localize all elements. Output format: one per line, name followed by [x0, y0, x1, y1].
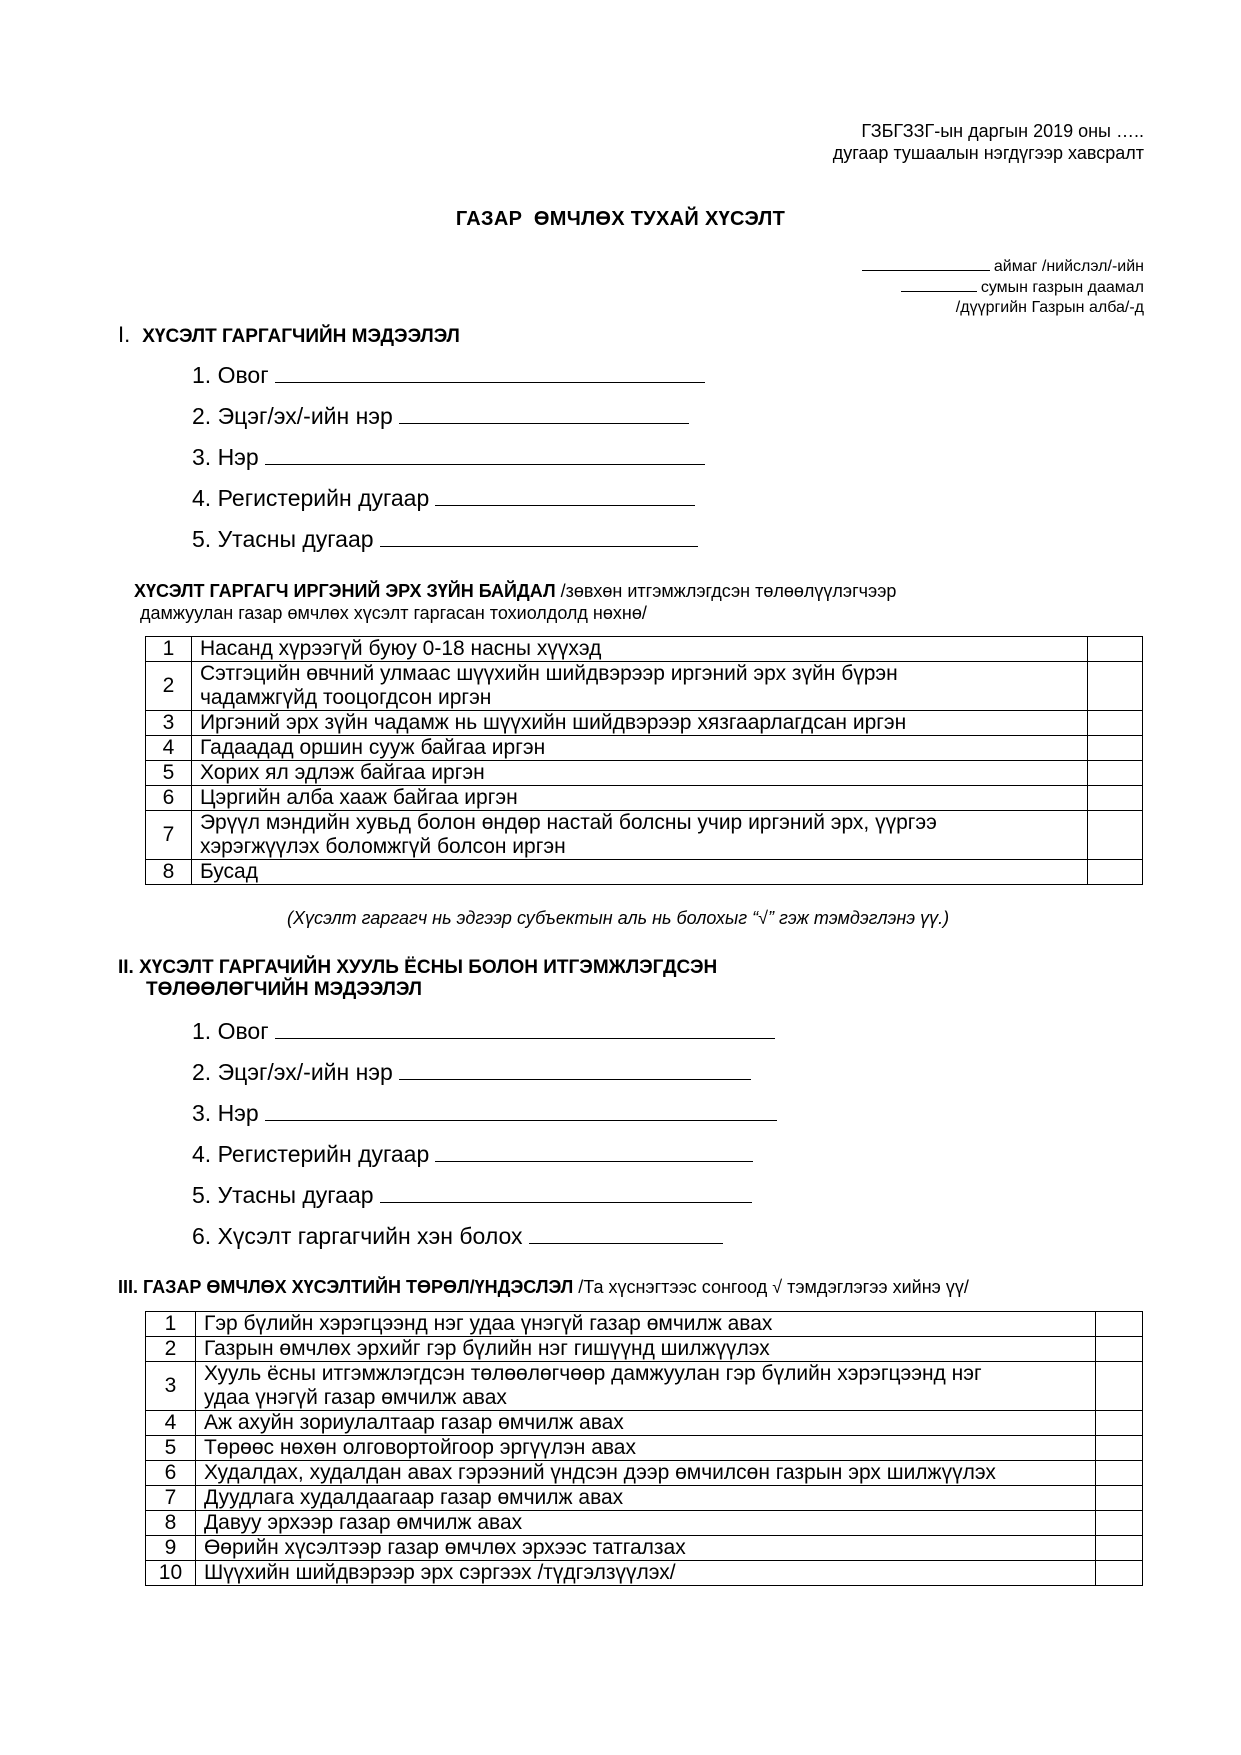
capacity-row-text-line1: Бусад	[199, 860, 258, 883]
capacity-row-text-line2: хэрэгжүүлэх боломжгүй болсон иргэн	[199, 835, 566, 858]
request-type-row-text	[195, 1511, 1095, 1536]
capacity-row-text-line1: Хорих ял эдлэж байгаа иргэн	[199, 761, 485, 784]
request-type-row-checkbox[interactable]	[1096, 1436, 1143, 1461]
capacity-row-checkbox[interactable]	[1088, 711, 1143, 736]
request-type-row-text	[195, 1337, 1095, 1362]
capacity-row-text-line1: Цэргийн алба хааж байгаа иргэн	[199, 786, 518, 809]
capacity-row-checkbox[interactable]	[1088, 811, 1143, 860]
capacity-row-text	[191, 736, 1087, 761]
request-type-row-text-line1: Давуу эрхээр газар өмчилж авах	[203, 1511, 523, 1534]
capacity-row-text-line1: Гадаадад оршин сууж байгаа иргэн	[199, 736, 546, 759]
request-type-row-number: 10	[146, 1561, 196, 1586]
s1-field-parent-name-label: 2. Эцэг/эх/-ийн нэр	[192, 403, 393, 429]
capacity-row-text	[191, 761, 1087, 786]
s1-field-name	[192, 444, 705, 471]
request-type-row-number: 3	[146, 1362, 196, 1411]
capacity-note: (Хүсэлт гаргагч нь эдгээр субъектын аль нь болохыг “√” гэж тэмдэглэнэ үү.)	[287, 908, 950, 928]
capacity-row-number: 3	[146, 711, 192, 736]
section3-heading	[118, 1277, 969, 1298]
capacity-row-number: 5	[146, 761, 192, 786]
s2-field-name	[192, 1100, 777, 1127]
request-type-table	[145, 1311, 1143, 1586]
capacity-row	[146, 860, 1143, 885]
capacity-row-number: 6	[146, 786, 192, 811]
s2-relation-input[interactable]	[529, 1223, 723, 1244]
request-type-row	[146, 1536, 1143, 1561]
s1-field-register	[192, 485, 695, 512]
address-line1: аймаг /нийслэл/-ийн	[993, 258, 1144, 275]
s1-register-input[interactable]	[435, 485, 695, 506]
request-type-row-text-line1: Төрөөс нөхөн олговортойгоор эргүүлэн авах	[203, 1436, 636, 1459]
capacity-title-rest1: /зөвхөн итгэмжлэгдсэн төлөөлүүлэгчээр	[560, 581, 897, 601]
capacity-title-rest2: дамжуулан газар өмчлөх хүсэлт гаргасан тохиолдолд нөхнө/	[140, 603, 647, 623]
request-type-row-text-line2: удаа үнэгүй газар өмчилж авах	[203, 1386, 507, 1409]
s2-field-name-label: 3. Нэр	[192, 1100, 259, 1126]
page-title: ГАЗАР ӨМЧЛӨХ ТУХАЙ ХҮСЭЛТ	[455, 208, 786, 230]
request-type-row	[146, 1362, 1143, 1411]
s1-field-parent-name	[192, 403, 689, 430]
capacity-row-text	[191, 786, 1087, 811]
attachment-note-line2: дугаар тушаалын нэгдүгээр хавсралт	[832, 143, 1144, 163]
capacity-row-checkbox[interactable]	[1088, 637, 1143, 662]
capacity-row-text-line2: чадамжгүйд тооцогдсон иргэн	[199, 686, 492, 709]
s2-field-register	[192, 1141, 753, 1168]
request-type-row-number: 1	[146, 1312, 196, 1337]
request-type-row	[146, 1436, 1143, 1461]
request-type-row-text	[195, 1486, 1095, 1511]
request-type-row-text	[195, 1461, 1095, 1486]
section1-title: ХҮСЭЛТ ГАРГАГЧИЙН МЭДЭЭЛЭЛ	[142, 326, 460, 347]
address-line3: /дүүргийн Газрын алба/-д	[955, 299, 1144, 316]
s1-field-register-label: 4. Регистерийн дугаар	[192, 485, 430, 511]
request-type-row-number: 6	[146, 1461, 196, 1486]
capacity-row-text	[191, 637, 1087, 662]
request-type-row-text-line1: Аж ахуйн зориулалтаар газар өмчилж авах	[203, 1411, 624, 1434]
capacity-row	[146, 711, 1143, 736]
capacity-row-text	[191, 711, 1087, 736]
request-type-row-checkbox[interactable]	[1096, 1461, 1143, 1486]
s2-surname-input[interactable]	[275, 1018, 775, 1039]
capacity-row-number: 1	[146, 637, 192, 662]
capacity-row-checkbox[interactable]	[1088, 662, 1143, 711]
s1-parent-name-input[interactable]	[399, 403, 689, 424]
capacity-row-checkbox[interactable]	[1088, 860, 1143, 885]
request-type-row	[146, 1312, 1143, 1337]
capacity-row-text-line1: Иргэний эрх зүйн чадамж нь шүүхийн шийдвэрээр хязгаарлагдсан иргэн	[199, 711, 907, 734]
section2-heading	[118, 957, 717, 1001]
capacity-row-number: 8	[146, 860, 192, 885]
request-type-row-text-line1: Гэр бүлийн хэрэгцээнд нэг удаа үнэгүй газар өмчилж авах	[203, 1312, 773, 1335]
capacity-table	[145, 636, 1143, 885]
section2-title-line1: II. ХҮСЭЛТ ГАРГАЧИЙН ХУУЛЬ ЁСНЫ БОЛОН ИТГЭМЖЛЭГДСЭН	[118, 957, 718, 978]
capacity-row	[146, 761, 1143, 786]
request-type-row-number: 8	[146, 1511, 196, 1536]
request-type-row-text-line1: Газрын өмчлөх эрхийг гэр бүлийн нэг гишүүнд шилжүүлэх	[203, 1337, 770, 1360]
request-type-row-text	[195, 1411, 1095, 1436]
request-type-row-number: 2	[146, 1337, 196, 1362]
s1-field-name-label: 3. Нэр	[192, 444, 259, 470]
request-type-row-checkbox[interactable]	[1096, 1536, 1143, 1561]
s2-field-register-label: 4. Регистерийн дугаар	[192, 1141, 430, 1167]
s2-field-parent-name-label: 2. Эцэг/эх/-ийн нэр	[192, 1059, 393, 1085]
s1-field-surname	[192, 362, 705, 389]
capacity-row	[146, 786, 1143, 811]
section2-title-line2: ТӨЛӨӨЛӨГЧИЙН МЭДЭЭЛЭЛ	[146, 979, 422, 1000]
request-type-row	[146, 1561, 1143, 1586]
request-type-row-text-line1: Дуудлага худалдаагаар газар өмчилж авах	[203, 1486, 624, 1509]
s2-field-parent-name	[192, 1059, 751, 1086]
attachment-note	[833, 120, 1144, 164]
request-type-row-text-line1: Шүүхийн шийдвэрээр эрх сэргээх /түдгэлзүүлэх/	[203, 1561, 676, 1584]
capacity-heading	[134, 580, 896, 624]
request-type-row-text	[195, 1362, 1095, 1411]
s2-register-input[interactable]	[435, 1141, 753, 1162]
s2-field-phone-label: 5. Утасны дугаар	[192, 1182, 374, 1208]
capacity-row	[146, 662, 1143, 711]
section1-numeral: I.	[118, 322, 131, 347]
capacity-row-checkbox[interactable]	[1088, 761, 1143, 786]
request-type-row-number: 4	[146, 1411, 196, 1436]
capacity-row-text-line1: Сэтгэцийн өвчний улмаас шүүхийн шийдвэрээр иргэний эрх зүйн бүрэн	[199, 662, 898, 685]
aimag-blank[interactable]	[862, 256, 990, 271]
request-type-row-checkbox[interactable]	[1096, 1486, 1143, 1511]
capacity-row-text-line1: Насанд хүрээгүй буюу 0-18 насны хүүхэд	[199, 637, 602, 660]
section3-title-bold: III. ГАЗАР ӨМЧЛӨХ ХҮСЭЛТИЙН ТӨРӨЛ/ҮНДЭСЛЭЛ	[118, 1277, 574, 1297]
capacity-row-number: 2	[146, 662, 192, 711]
s1-phone-input[interactable]	[380, 526, 698, 547]
capacity-title-bold: ХҮСЭЛТ ГАРГАГЧ ИРГЭНИЙ ЭРХ ЗҮЙН БАЙДАЛ	[134, 581, 556, 601]
request-type-row-checkbox[interactable]	[1096, 1362, 1143, 1411]
address-line2: сумын газрын даамал	[980, 279, 1144, 296]
sum-blank[interactable]	[901, 277, 977, 292]
request-type-row-text-line1: Худалдах, худалдан авах гэрээний үндсэн дээр өмчилсөн газрын эрх шилжүүлэх	[203, 1461, 996, 1484]
request-type-row-text	[195, 1536, 1095, 1561]
request-type-row-number: 7	[146, 1486, 196, 1511]
request-type-row	[146, 1511, 1143, 1536]
capacity-row-text	[191, 811, 1087, 860]
capacity-row	[146, 811, 1143, 860]
s1-field-surname-label: 1. Овог	[192, 362, 269, 388]
capacity-row	[146, 637, 1143, 662]
s1-field-phone-label: 5. Утасны дугаар	[192, 526, 374, 552]
request-type-row-text	[195, 1561, 1095, 1586]
s2-name-input[interactable]	[265, 1100, 777, 1121]
request-type-row-checkbox[interactable]	[1096, 1561, 1143, 1586]
capacity-row-text-line1: Эрүүл мэндийн хувьд болон өндөр настай болсны учир иргэний эрх, үүргээ	[199, 811, 937, 834]
s1-surname-input[interactable]	[275, 362, 705, 383]
capacity-row-checkbox[interactable]	[1088, 736, 1143, 761]
request-type-row-number: 9	[146, 1536, 196, 1561]
s2-field-surname	[192, 1018, 775, 1045]
s2-field-phone	[192, 1182, 752, 1209]
capacity-row-text	[191, 860, 1087, 885]
request-type-row	[146, 1461, 1143, 1486]
request-type-row-checkbox[interactable]	[1096, 1411, 1143, 1436]
s2-field-relation	[192, 1223, 723, 1250]
section1-heading	[118, 322, 460, 348]
s1-field-phone	[192, 526, 698, 553]
request-type-row-text	[195, 1436, 1095, 1461]
request-type-row-text	[195, 1312, 1095, 1337]
s1-name-input[interactable]	[265, 444, 705, 465]
section3-title-rest: /Та хүснэгтээс сонгоод √ тэмдэглэгээ хийнэ үү/	[578, 1277, 969, 1297]
address-block	[862, 256, 1144, 318]
request-type-row	[146, 1337, 1143, 1362]
capacity-row	[146, 736, 1143, 761]
capacity-row-checkbox[interactable]	[1088, 786, 1143, 811]
s2-field-surname-label: 1. Овог	[192, 1018, 269, 1044]
capacity-row-text	[191, 662, 1087, 711]
request-type-row-checkbox[interactable]	[1096, 1337, 1143, 1362]
request-type-row	[146, 1486, 1143, 1511]
request-type-row-text-line1: Өөрийн хүсэлтээр газар өмчлөх эрхээс татгалзах	[203, 1536, 686, 1559]
request-type-row-checkbox[interactable]	[1096, 1511, 1143, 1536]
request-type-row-text-line1: Хууль ёсны итгэмжлэгдсэн төлөөлөгчөөр дамжуулан гэр бүлийн хэрэгцээнд нэг	[203, 1362, 982, 1385]
capacity-row-number: 4	[146, 736, 192, 761]
request-type-row-checkbox[interactable]	[1096, 1312, 1143, 1337]
s2-parent-name-input[interactable]	[399, 1059, 751, 1080]
s2-phone-input[interactable]	[380, 1182, 752, 1203]
request-type-row	[146, 1411, 1143, 1436]
request-type-row-number: 5	[146, 1436, 196, 1461]
capacity-row-number: 7	[146, 811, 192, 860]
attachment-note-line1: ГЗБГЗЗГ-ын даргын 2019 оны …..	[861, 121, 1144, 141]
s2-field-relation-label: 6. Хүсэлт гаргагчийн хэн болох	[192, 1223, 523, 1249]
